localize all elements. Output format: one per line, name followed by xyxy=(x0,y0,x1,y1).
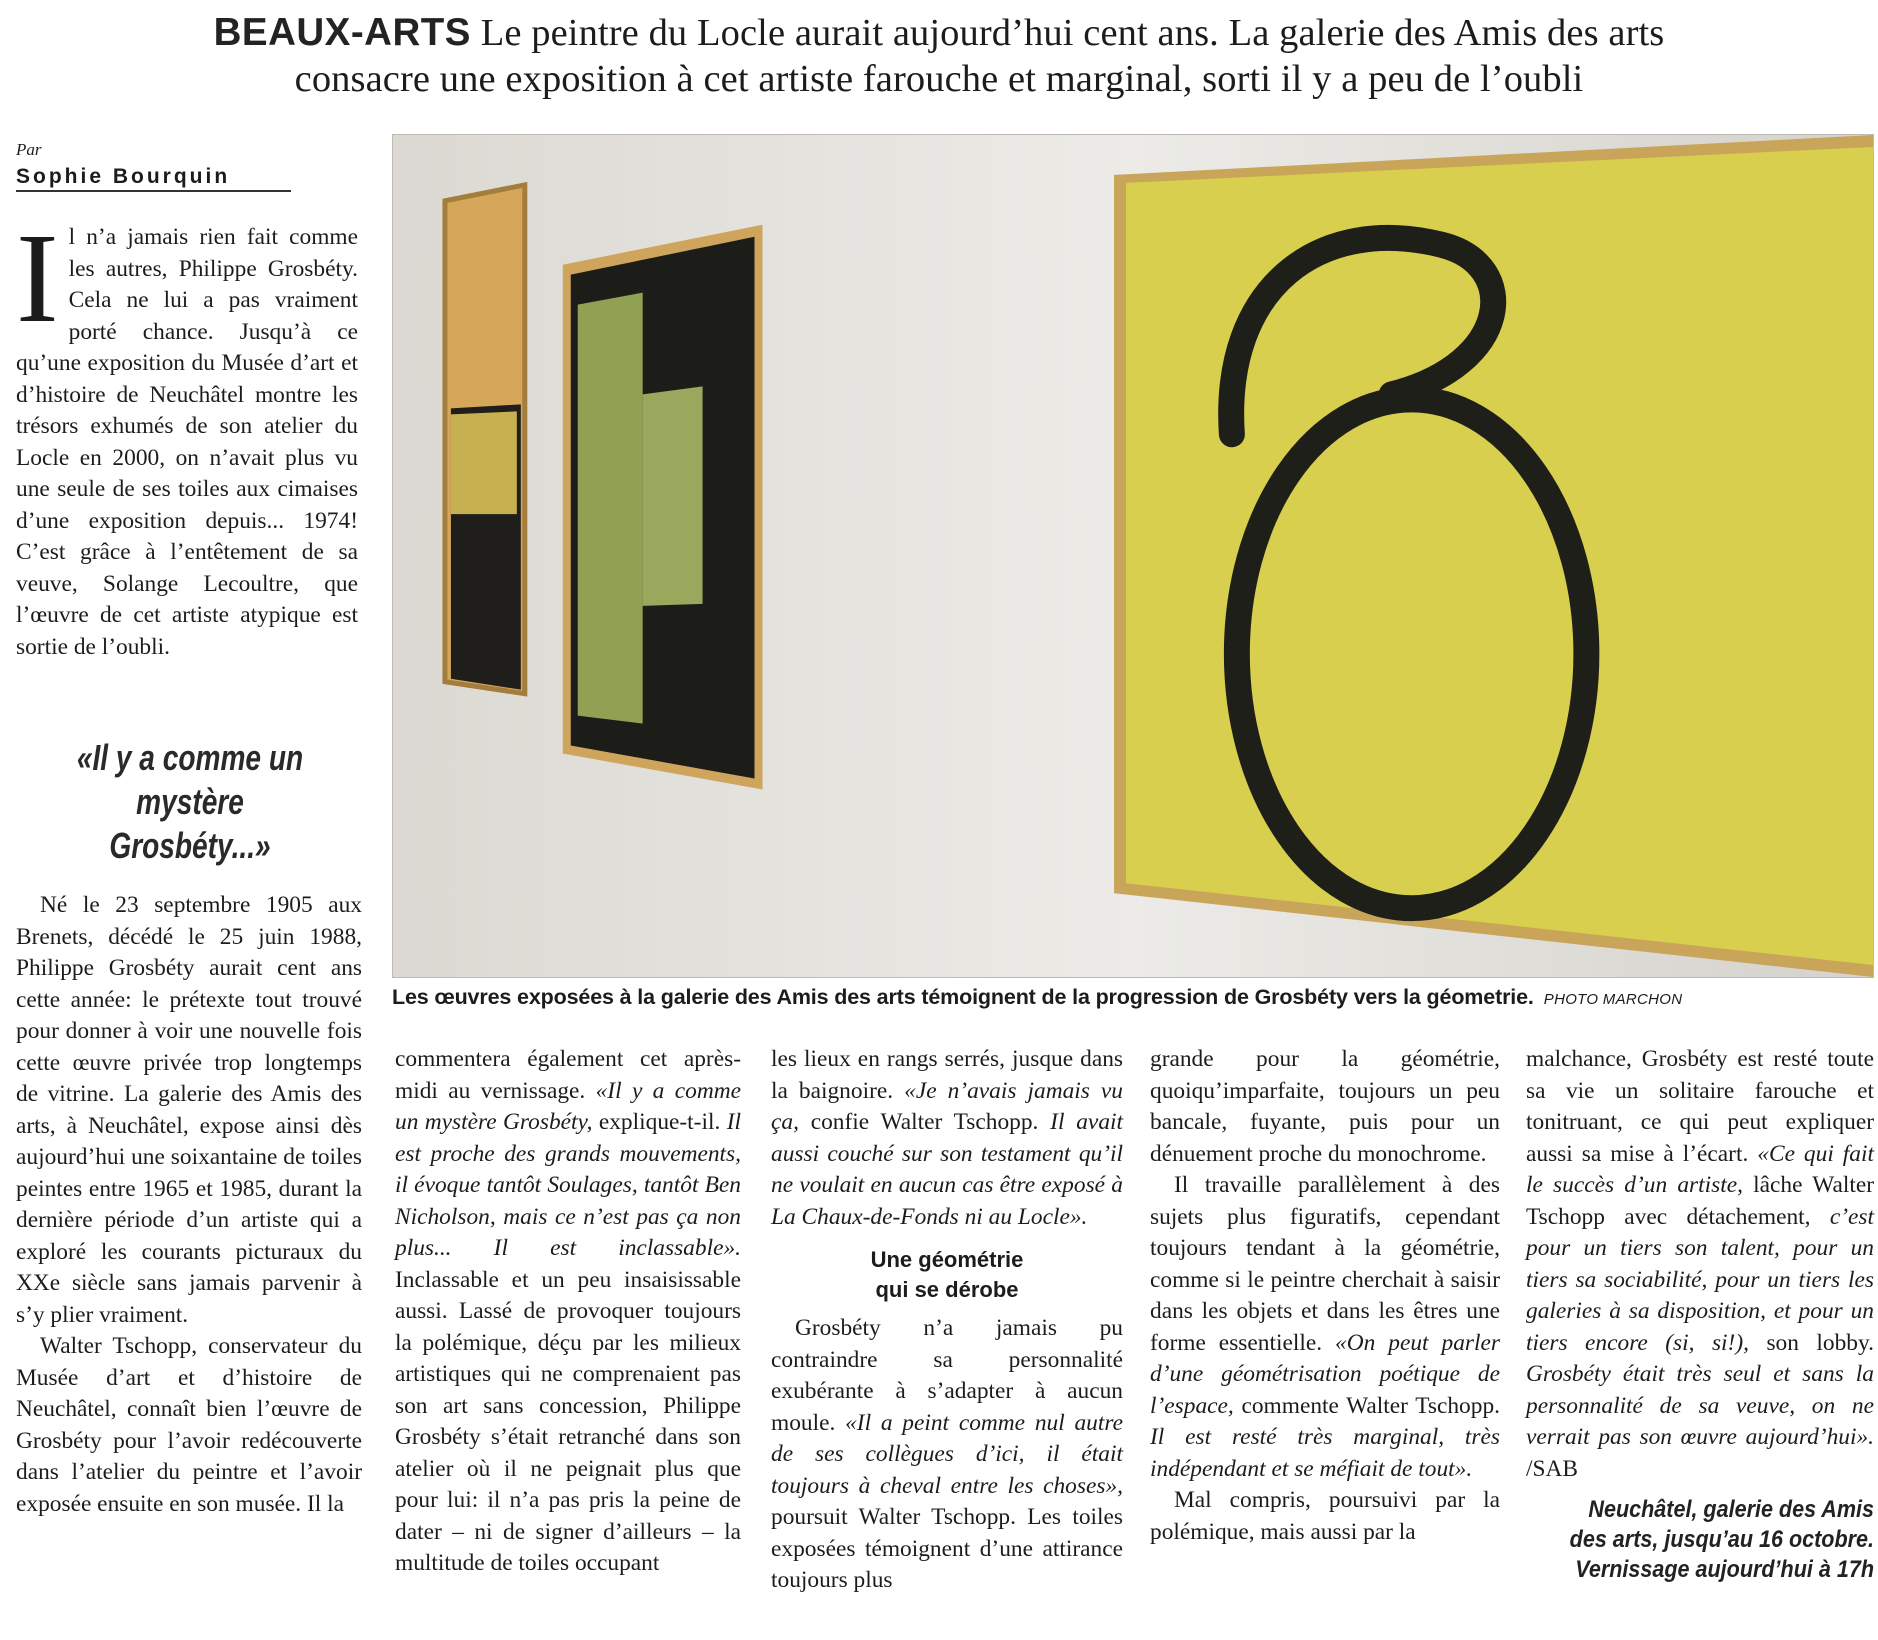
col2-quote-2: Il est proche des grands mouvements, il évoque tantôt Soulages, tantôt Ben Nicholson, mais ce n’est pas ça non plus... Il est inclassable». xyxy=(395,1109,741,1261)
col1-paragraph-1: Né le 23 septembre 1905 aux Brenets, décédé le 25 juin 1988, Philippe Grosbéty aurait cent ans cette année: le prétexte tout trouvé pour donner à voir une nouvelle fois cette œuvre privée trop longtemps de vitrine. La galerie des Amis des arts, à Neuchâtel, expose ainsi dès aujourd’hui une soixantaine de toiles peintes entre 1965 et 1985, durant la dernière période d’un artiste qui a exploré les courants picturaux du XXe siècle sans jamais parvenir à s’y plier vraiment. xyxy=(16,892,362,1328)
col3-text-b: confie Walter Tschopp. xyxy=(798,1109,1051,1135)
col5-text-c: son lobby. xyxy=(1748,1329,1874,1356)
body-column-4 xyxy=(1150,1044,1500,1548)
exhibition-photo xyxy=(392,134,1874,978)
intro-paragraph: Il n’a jamais rien fait comme les autres, Philippe Grosbéty. Cela ne lui a pas vraiment porté chance. Jusqu’à ce qu’une exposition du Musée d’art et d’histoire de Neuchâtel montre les trésors exhumés de son atelier du Locle en 2000, on n’avait plus vu une seule de ses toiles aux cimaises d’une exposition depuis... 1974! C’est grâce à l’entêtement de sa veuve, Solange Lecoultre, que l’œuvre de cet artiste atypique est sortie de l’oubli. xyxy=(16,207,358,660)
body-column-2 xyxy=(395,1044,741,1580)
photo-caption xyxy=(392,985,1878,1010)
col5-text-b: lâche Walter Tschopp avec détachement, xyxy=(1526,1172,1874,1230)
col2-quote-1: «Il y a comme un mystère Grosbéty, xyxy=(395,1077,741,1135)
col3-paragraph-2 xyxy=(771,1313,1123,1597)
body-column-3 xyxy=(771,1044,1123,1597)
col5-quote-3: Grosbéty était très seul et sans la personnalité de sa veuve, on ne verrait pas son œuvre aujourd’hui». xyxy=(1526,1361,1874,1450)
intro-column xyxy=(16,207,358,663)
headline-text-1: Le peintre du Locle aurait aujourd’hui cent ans. La galerie des Amis des arts xyxy=(480,12,1665,54)
col2-paragraph xyxy=(395,1044,741,1580)
photo-credit: PHOTO MARCHON xyxy=(1543,991,1683,1008)
exhibition-info: Neuchâtel, galerie des Amis des arts, jusqu’au 16 octobre. Vernissage aujourd’hui à 17h xyxy=(1569,1496,1874,1583)
col3-paragraph-1 xyxy=(771,1044,1123,1233)
headline xyxy=(0,10,1878,102)
col3-text-c: Grosbéty n’a jamais pu contraindre sa personnalité exubérante à s’adapter à aucun moule. xyxy=(771,1315,1123,1436)
pull-quote: «Il y a comme un mystère Grosbéty...» xyxy=(76,737,304,866)
col3-quote-3: «Il a peint comme nul autre de ses collègues d’ici, il était toujours à cheval entre les choses», xyxy=(771,1409,1123,1499)
col3-quote-1: «Je n’avais jamais vu ça, xyxy=(771,1077,1123,1135)
col5-quote-1: «Ce qui fait le succès d’un artiste, xyxy=(1526,1140,1874,1198)
col3-text-d: poursuit Walter Tschopp. Les toiles exposées témoignent d’une attirance toujours plus xyxy=(771,1504,1123,1593)
col3-quote-2: Il avait aussi couché sur son testament qu’il ne voulait en aucun cas être exposé à La Chaux-de-Fonds ni au Locle». xyxy=(771,1109,1124,1230)
col5-quote-2: c’est pour un tiers son talent, pour un tiers sa sociabilité, pour un tiers les galeries à sa disposition, et pour un tiers encore (si, si!), xyxy=(1526,1203,1874,1356)
subhead-line-2: qui se dérobe xyxy=(875,1277,1019,1302)
col4-paragraph-3: Mal compris, poursuivi par la polémique, mais aussi par la xyxy=(1150,1487,1500,1545)
painting-left xyxy=(445,185,525,694)
photo-illustration xyxy=(393,135,1873,977)
col4-paragraph-2 xyxy=(1150,1170,1500,1485)
col4-quote-2: Il est resté très marginal, très indépendant et se méfiait de tout». xyxy=(1150,1424,1500,1482)
col1-paragraph-2: Walter Tschopp, conservateur du Musée d’art et d’histoire de Neuchâtel, connaît bien l’œuvre de Grosbéty pour l’avoir redécouverte dans l’atelier du peintre et l’avoir exposée ensuite en son musée. Il la xyxy=(16,1333,362,1517)
col5-text-a: malchance, Grosbéty est resté toute sa vie un solitaire farouche et tonitruant, ce qui peut expliquer aussi sa mise à l’écart. xyxy=(1526,1046,1874,1167)
col2-text-c: Inclassable et un peu insaisissable aussi. Lassé de provoquer toujours la polémique, déçu par les milieux artistiques qui ne comprenaient pas son art sans concession, Philippe Grosbéty s’était retranché dans son atelier où il ne peignait plus que pour lui: il n’a pas pris la peine de dater – ni de signer d’ailleurs – la multitude de toiles occupant xyxy=(395,1266,741,1576)
col2-text-b: explique-t-il. xyxy=(592,1109,727,1135)
painting-right xyxy=(1114,135,1873,977)
caption-text: Les œuvres exposées à la galerie des Amis des arts témoignent de la progression de Grosbéty vers la géometrie. xyxy=(392,985,1534,1009)
painting-middle xyxy=(563,225,763,790)
author-signature: /SAB xyxy=(1526,1455,1579,1482)
subhead xyxy=(771,1245,1123,1305)
body-column-1 xyxy=(16,890,362,1520)
headline-line-2: consacre une exposition à cet artiste farouche et marginal, sorti il y a peu de l’oubli xyxy=(294,58,1584,100)
headline-line-1 xyxy=(0,10,1878,56)
col3-text-a: les lieux en rangs serrés, jusque dans la baignoire. xyxy=(771,1046,1123,1104)
col2-text-a: commentera également cet après-midi au vernissage. xyxy=(395,1046,741,1104)
subhead-line-1: Une géométrie xyxy=(870,1247,1024,1272)
col4-paragraph-1: grande pour la géométrie, quoiqu’imparfaite, toujours un peu bancale, fuyante, puis pour un dénuement proche du monochrome. xyxy=(1150,1046,1500,1167)
col4-text-c: commente Walter Tschopp. xyxy=(1233,1392,1500,1419)
col5-paragraph xyxy=(1526,1044,1874,1485)
col4-text-b: Il travaille parallèlement à des sujets plus figuratifs, cependant toujours tendant à la géométrie, comme si le peintre cherchait à saisir dans les objets et dans les êtres une forme essentielle. xyxy=(1150,1172,1500,1356)
byline-author: Sophie Bourquin xyxy=(16,165,291,192)
rubric-label: BEAUX-ARTS xyxy=(213,11,471,54)
byline-prefix: Par xyxy=(16,140,42,159)
body-column-5 xyxy=(1526,1044,1874,1485)
col4-quote-1: «On peut parler d’une géométrisation poétique de l’espace, xyxy=(1150,1329,1500,1419)
